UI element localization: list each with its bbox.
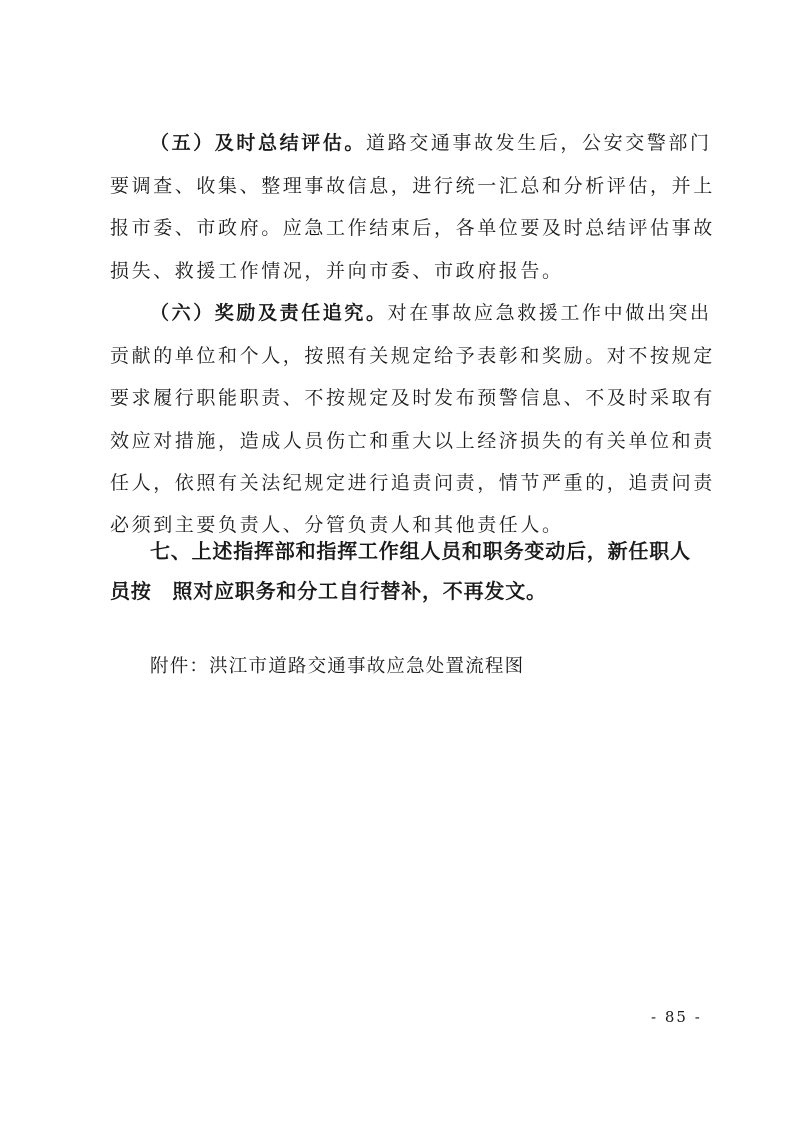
attachment-line: 附件：洪江市道路交通事故应急处置流程图 <box>150 656 525 677</box>
section5-heading: （五）及时总结评估。 <box>150 132 367 154</box>
section5-line-2: 要调查、收集、整理事故信息，进行统一汇总和分析评估，并上 <box>110 175 715 197</box>
section6-line-1 <box>150 298 710 328</box>
section6-line-3: 要求履行职能职责、不按规定及时发布预警信息、不及时采取有 <box>110 387 715 409</box>
section6-line-2: 贡献的单位和个人，按照有关规定给予表彰和奖励。对不按规定 <box>110 345 715 367</box>
section6-line-1-text: 对在事故应急救援工作中做出突出 <box>387 302 712 324</box>
section5-line-4: 损失、救援工作情况，并向市委、市政府报告。 <box>110 260 564 282</box>
section5-line-3: 报市委、市政府。应急工作结束后，各单位要及时总结评估事故 <box>110 217 715 239</box>
section6-heading: （六）奖励及责任追究。 <box>150 302 388 324</box>
page-number: - 85 - <box>651 1008 702 1026</box>
section5-line-1-text: 道路交通事故发生后，公安交警部门 <box>366 132 712 154</box>
section7-line-2: 员按 照对应职务和分工自行替补，不再发文。 <box>110 579 547 603</box>
section5-line-1 <box>150 128 710 158</box>
section7-line-1: 七、上述指挥部和指挥工作组人员和职务变动后，新任职人 <box>150 539 691 563</box>
section6-line-5: 任人，依照有关法纪规定进行追责问责，情节严重的，追责问责 <box>110 472 715 494</box>
section6-line-4: 效应对措施，造成人员伤亡和重大以上经济损失的有关单位和责 <box>110 430 715 452</box>
section6-line-6: 必须到主要负责人、分管负责人和其他责任人。 <box>110 514 564 536</box>
